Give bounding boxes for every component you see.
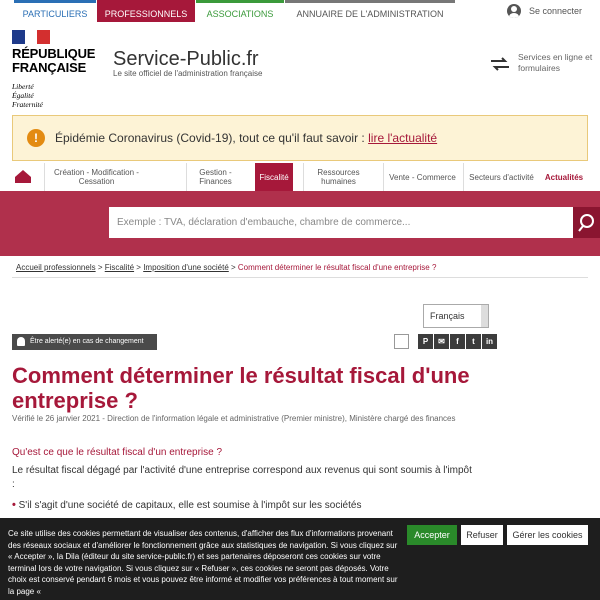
warning-icon: ! (27, 129, 45, 147)
devise-liberte: Liberté (12, 82, 34, 91)
bullet-icon: • (12, 499, 16, 511)
home-icon[interactable] (12, 163, 34, 191)
bookmark-icon[interactable] (394, 334, 409, 349)
breadcrumb: Accueil professionnels > Fiscalité > Imposition d'une société > Comment déterminer le résultat fiscal d'une entreprise ? (16, 263, 437, 272)
tab-annuaire[interactable]: ANNUAIRE DE L'ADMINISTRATION (285, 0, 455, 22)
twitter-icon[interactable]: t (466, 334, 481, 349)
chevron-down-icon (481, 305, 488, 327)
breadcrumb-imposition[interactable]: Imposition d'une société (143, 263, 229, 272)
republique-logo[interactable] (12, 47, 95, 75)
main-navigation (0, 163, 600, 191)
linkedin-icon[interactable]: in (482, 334, 497, 349)
list-item-text: S'il s'agit d'une société de capitaux, elle est soumise à l'impôt sur les sociétés (18, 500, 362, 511)
flag-icon (12, 30, 50, 44)
mail-icon[interactable]: ✉ (434, 334, 449, 349)
search-input[interactable]: Exemple : TVA, déclaration d'embauche, chambre de commerce... (109, 207, 573, 238)
nav-vente[interactable]: Vente - Commerce (383, 163, 461, 191)
top-navigation (0, 0, 600, 22)
devise-egalite: Égalité (12, 91, 34, 100)
cookie-text: Ce site utilise des cookies permettant de visualiser des contenus, d'afficher des flux d'informations provenant des réseaux sociaux et d'améliorer le fonctionnement grâce aux statistiques de navigation. Si vous cliquez sur « Accepter », la Dila (éditeur du site service-public.fr) et ses partenaires déposeront ces cookies sur votre terminal lors de votre navigation. Si vous cliquez sur « Refuser », ces cookies ne seront pas déposés. Votre choix est conservé pendant 6 mois et vous pouvez être informé et modifier vos préférences à tout moment sur la page « (8, 529, 398, 596)
devise-fraternite: Fraternité (12, 100, 43, 109)
verified-info: Vérifié le 26 janvier 2021 - Direction de l'information légale et administrative (Premier ministre), Ministère chargé des finances (12, 414, 456, 423)
facebook-icon[interactable]: f (450, 334, 465, 349)
manage-cookies-button[interactable]: Gérer les cookies (507, 525, 588, 545)
nav-creation[interactable]: Création - Modification - Cessation (44, 163, 148, 191)
section-subtitle: Qu'est ce que le résultat fiscal d'un entreprise ? (12, 447, 223, 458)
nav-fiscalite[interactable]: Fiscalité (255, 163, 293, 191)
refuse-button[interactable]: Refuser (461, 525, 503, 545)
nav-secteurs[interactable]: Secteurs d'activité (463, 163, 539, 191)
alert-link[interactable]: lire l'actualité (368, 131, 438, 145)
nav-actualites[interactable]: Actualités (544, 172, 584, 182)
devise (12, 82, 43, 109)
list-item (12, 499, 361, 511)
accept-button[interactable]: Accepter (407, 525, 457, 545)
logo-line2: FRANÇAISE (12, 60, 87, 75)
swap-arrows-icon[interactable] (489, 56, 511, 72)
breadcrumb-home[interactable]: Accueil professionnels (16, 263, 96, 272)
user-icon (507, 4, 521, 18)
covid-alert (12, 115, 588, 161)
language-value: Français (430, 311, 465, 321)
tab-particuliers[interactable]: PARTICULIERS (14, 0, 96, 22)
breadcrumb-current: Comment déterminer le résultat fiscal d'une entreprise ? (237, 263, 437, 272)
tab-professionnels[interactable]: PROFESSIONNELS (97, 0, 195, 22)
search-icon (573, 207, 600, 238)
share-tools (394, 334, 497, 349)
page-title: Comment déterminer le résultat fiscal d'une entreprise ? (12, 363, 470, 413)
bell-icon (17, 337, 25, 346)
section-paragraph: Le résultat fiscal dégagé par l'activité d'une entreprise correspond aux revenus qui sont soumis à l'impôt : (12, 465, 472, 490)
nav-gestion[interactable]: Gestion - Finances (186, 163, 244, 191)
divider (12, 277, 588, 278)
site-tagline: Le site officiel de l'administration française (113, 69, 263, 78)
connect-label: Se connecter (529, 6, 583, 16)
nav-ressources[interactable]: Ressources humaines (303, 163, 373, 191)
alert-me-label: Être alerté(e) en cas de changement (30, 338, 144, 345)
print-icon[interactable]: P (418, 334, 433, 349)
language-select[interactable] (423, 304, 489, 328)
logo-line1: RÉPUBLIQUE (12, 46, 96, 61)
connect-link[interactable] (507, 4, 582, 18)
alert-text: Épidémie Coronavirus (Covid-19), tout ce qu'il faut savoir : (55, 131, 369, 145)
search-button[interactable] (573, 207, 600, 238)
alert-me-button[interactable] (12, 334, 157, 350)
tab-associations[interactable]: ASSOCIATIONS (196, 0, 284, 22)
alert-message (55, 131, 437, 145)
breadcrumb-fiscalite[interactable]: Fiscalité (104, 263, 135, 272)
services-link[interactable]: Services en ligne et formulaires (518, 52, 593, 73)
site-name[interactable]: Service-Public.fr (113, 48, 259, 70)
